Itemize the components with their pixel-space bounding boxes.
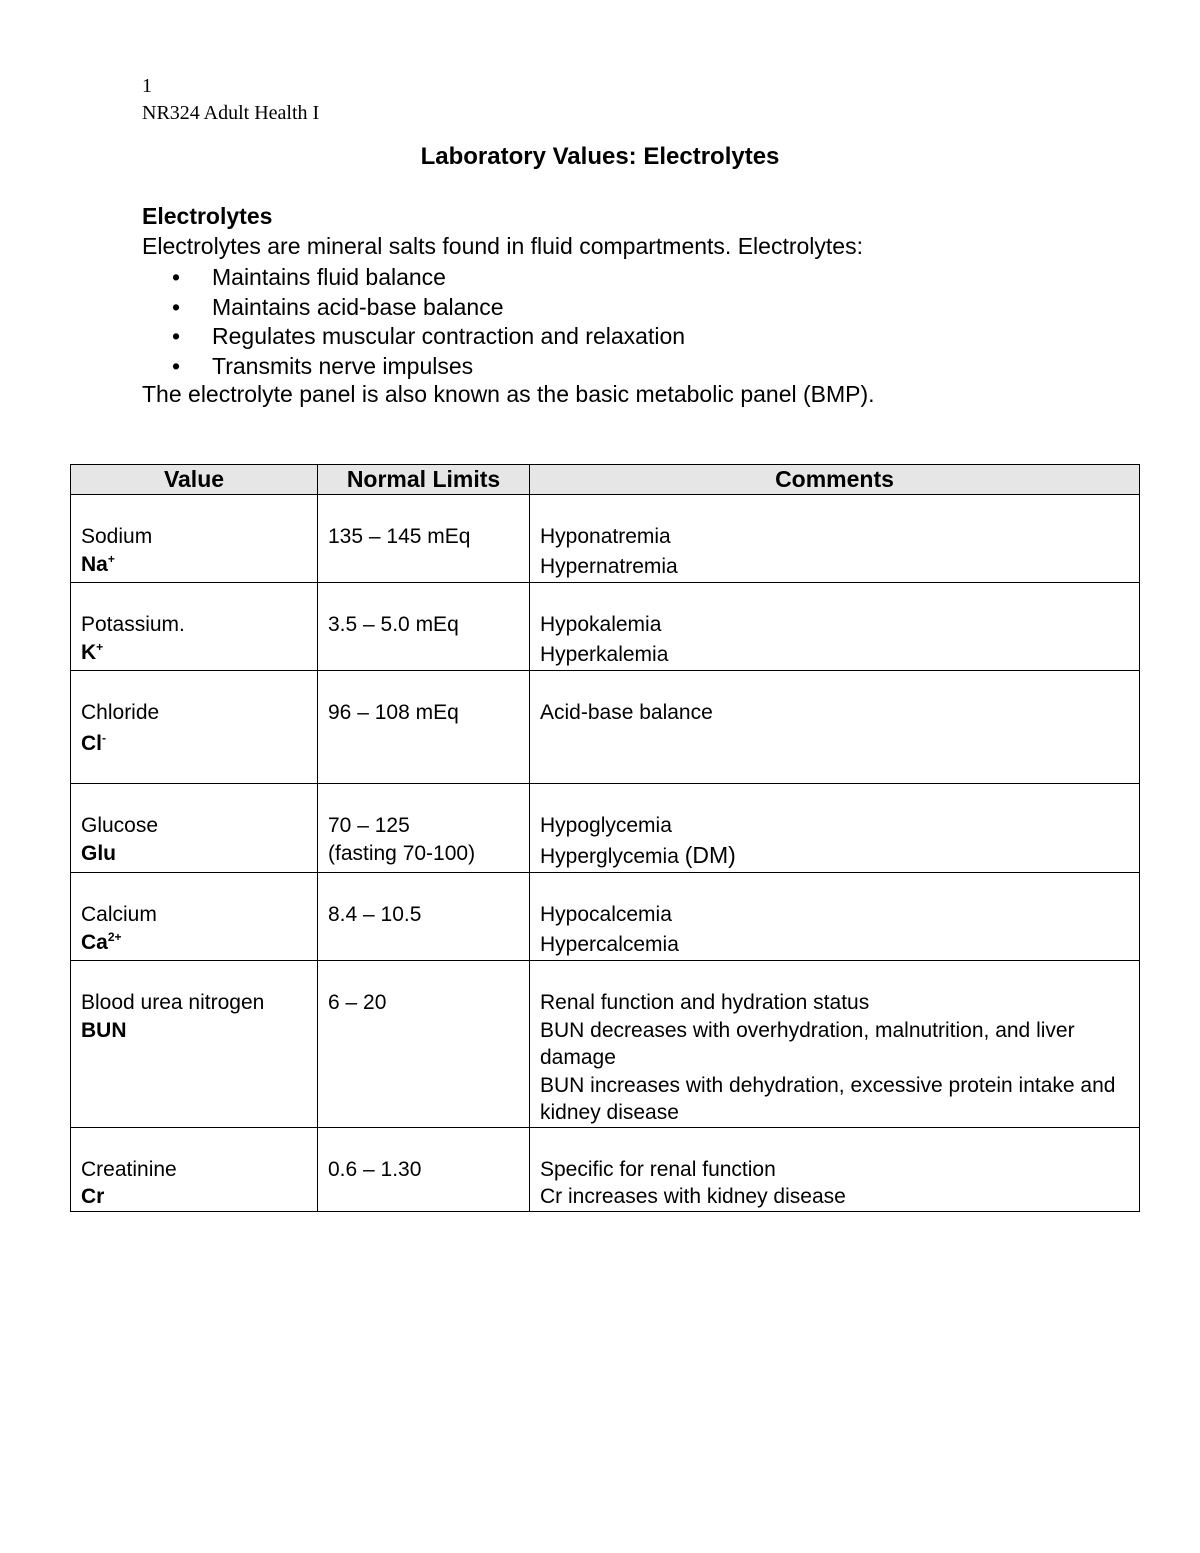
value-cell bbox=[71, 671, 318, 784]
table-row bbox=[71, 961, 1140, 1128]
symbol-charge: + bbox=[96, 639, 104, 654]
bullet-text: Maintains fluid balance bbox=[212, 264, 446, 290]
table-row bbox=[71, 583, 1140, 671]
comment-line: Hypernatremia bbox=[540, 554, 678, 578]
limits-text: 135 – 145 mEq bbox=[328, 525, 471, 548]
value-cell bbox=[71, 583, 318, 671]
comment-line: Cr increases with kidney disease bbox=[540, 1185, 846, 1208]
value-symbol: Cr bbox=[81, 1185, 105, 1208]
table-row bbox=[71, 671, 1140, 784]
comment-line: Hypocalcemia bbox=[540, 903, 672, 926]
comments-cell bbox=[530, 1127, 1140, 1211]
limits-cell bbox=[318, 583, 530, 671]
value-name: Creatinine bbox=[81, 1157, 177, 1181]
value-name: Blood urea nitrogen bbox=[81, 991, 265, 1014]
limits-text: 96 – 108 mEq bbox=[328, 701, 459, 724]
comment-line: BUN decreases with overhydration, malnutrition, and liver damage bbox=[540, 1018, 1075, 1069]
list-item bbox=[172, 352, 685, 382]
comments-cell bbox=[530, 784, 1140, 873]
symbol-charge: - bbox=[102, 730, 106, 745]
limits-text: 6 – 20 bbox=[328, 991, 387, 1014]
table-row bbox=[71, 873, 1140, 961]
list-item bbox=[172, 322, 685, 352]
bullet-icon: • bbox=[172, 293, 181, 320]
limits-text: 3.5 – 5.0 mEq bbox=[328, 613, 459, 636]
comments-cell bbox=[530, 873, 1140, 961]
symbol-text: Ca bbox=[81, 930, 108, 954]
comment-line: Acid-base balance bbox=[540, 701, 713, 724]
comment-line: Hypercalcemia bbox=[540, 932, 679, 956]
value-name: Chloride bbox=[81, 701, 160, 724]
comment-line: Hypokalemia bbox=[540, 613, 662, 636]
comments-cell bbox=[530, 583, 1140, 671]
comment-line: Specific for renal function bbox=[540, 1157, 776, 1181]
value-name: Glucose bbox=[81, 814, 159, 837]
value-cell bbox=[71, 873, 318, 961]
header-value: Value bbox=[71, 465, 318, 495]
comment-line: Hypoglycemia bbox=[540, 814, 672, 837]
table-row bbox=[71, 495, 1140, 583]
value-symbol: Glu bbox=[81, 841, 116, 865]
value-cell bbox=[71, 495, 318, 583]
lab-values-table bbox=[70, 464, 1140, 1212]
comment-line: Hyperglycemia (DM) bbox=[540, 841, 736, 868]
limits-text: 8.4 – 10.5 bbox=[328, 903, 422, 926]
closing-text: The electrolyte panel is also known as the basic metabolic panel (BMP). bbox=[142, 381, 875, 407]
list-item bbox=[172, 263, 685, 293]
value-name: Calcium bbox=[81, 903, 157, 926]
intro-text: Electrolytes are mineral salts found in fluid compartments. Electrolytes: bbox=[142, 233, 863, 259]
limits-text: 0.6 – 1.30 bbox=[328, 1157, 422, 1181]
document-title: Laboratory Values: Electrolytes bbox=[420, 143, 780, 170]
value-cell bbox=[71, 1127, 318, 1211]
comment-line: BUN increases with dehydration, excessive protein intake and kidney disease bbox=[540, 1073, 1116, 1124]
symbol-charge: + bbox=[107, 551, 115, 566]
symbol-charge: 2+ bbox=[107, 929, 122, 944]
value-symbol bbox=[81, 929, 307, 957]
limits-text: (fasting 70-100) bbox=[328, 841, 476, 865]
symbol-text: Cl bbox=[81, 731, 102, 755]
section-heading: Electrolytes bbox=[142, 203, 273, 229]
list-item bbox=[172, 293, 685, 323]
table-row bbox=[71, 1127, 1140, 1211]
limits-cell bbox=[318, 671, 530, 784]
table-header-row bbox=[71, 465, 1140, 495]
value-name: Potassium. bbox=[81, 613, 185, 636]
comments-cell bbox=[530, 961, 1140, 1128]
value-cell bbox=[71, 784, 318, 873]
comment-line: Hyperkalemia bbox=[540, 642, 669, 666]
value-symbol bbox=[81, 730, 307, 758]
course-header: NR324 Adult Health I bbox=[142, 102, 320, 124]
bullet-icon: • bbox=[172, 264, 181, 290]
value-cell bbox=[71, 961, 318, 1128]
bullet-text: Regulates muscular contraction and relaxation bbox=[212, 323, 686, 349]
bullet-text: Maintains acid-base balance bbox=[212, 293, 504, 320]
header-comments: Comments bbox=[530, 465, 1140, 495]
bullet-list bbox=[172, 263, 685, 381]
comment-line: Renal function and hydration status bbox=[540, 991, 870, 1014]
table-row bbox=[71, 784, 1140, 873]
value-symbol: BUN bbox=[81, 1018, 127, 1042]
page-number: 1 bbox=[142, 75, 152, 97]
comments-cell bbox=[530, 671, 1140, 784]
value-symbol bbox=[81, 551, 307, 579]
limits-text: 70 – 125 bbox=[328, 814, 410, 837]
limits-cell bbox=[318, 784, 530, 873]
bullet-icon: • bbox=[172, 352, 181, 379]
header-normal-limits: Normal Limits bbox=[318, 465, 530, 495]
value-name: Sodium bbox=[81, 525, 153, 548]
comment-line: Hyponatremia bbox=[540, 525, 671, 548]
limits-cell bbox=[318, 1127, 530, 1211]
symbol-text: Na bbox=[81, 552, 108, 576]
limits-cell bbox=[318, 873, 530, 961]
value-symbol bbox=[81, 639, 307, 667]
bullet-icon: • bbox=[172, 323, 181, 349]
limits-cell bbox=[318, 495, 530, 583]
comments-cell bbox=[530, 495, 1140, 583]
symbol-text: K bbox=[81, 640, 97, 664]
limits-cell bbox=[318, 961, 530, 1128]
dm-note: (DM) bbox=[684, 841, 736, 868]
bullet-text: Transmits nerve impulses bbox=[212, 352, 474, 379]
